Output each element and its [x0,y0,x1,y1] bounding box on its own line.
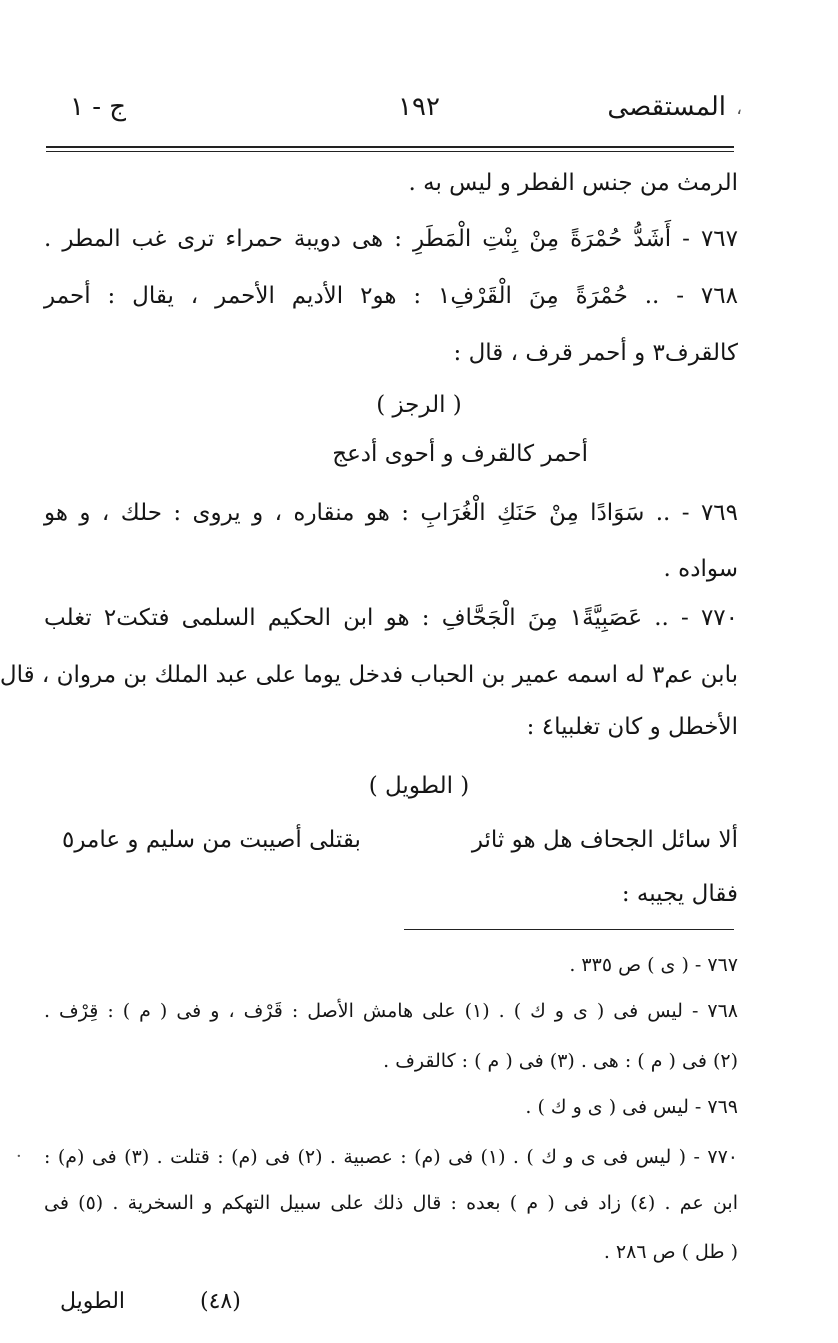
footnote: ٧٦٩ - ليس فى ( ى و ك ) . [525,1096,738,1118]
header-rule-bottom [46,151,734,152]
volume-label: ج - ١ [70,92,127,122]
entry-769: ٧٦٩ - .. سَوَادًا مِنْ حَنَكِ الْغُرَابِ : هو منقاره ، و يروى : حلك ، و هو [44,500,738,526]
running-title: المستقصى [607,92,726,122]
signature-label: الطويل [60,1289,126,1314]
text-line: كالقرف٣ و أحمر قرف ، قال : [453,340,738,366]
footnote: ٧٦٨ - ليس فى ( ى و ك ) . (١) على هامش الأصل : قَرْف ، و فى ( م ) : قِرْف . [44,1000,738,1022]
footnote: ( طل ) ص ٢٨٦ . [603,1241,738,1263]
meter-label: ( الرجز ) [376,392,462,418]
header-rule-top [46,146,734,148]
text-line: فقال يجيبه : [621,881,738,907]
entry-767: ٧٦٧ - أَشَدُّ حُمْرَةً مِنْ بِنْتِ الْمَطَرِ : هى دويبة حمراء ترى غب المطر . [44,226,738,252]
entry-770: ٧٧٠ - .. عَصَبِيَّةً١ مِنَ الْجَحَّافِ : هو ابن الحكيم السلمى فتكت٢ تغلب [44,605,739,631]
text-line: سواده . [663,556,738,582]
meter-label: ( الطويل ) [368,773,470,799]
text-line: بابن عم٣ له اسمه عمير بن الحباب فدخل يوما على عبد الملك بن مروان ، قال [0,662,738,688]
text-line: الأخطل و كان تغلبيا٤ : [526,714,738,740]
signature-mark: (٤٨) [200,1289,241,1314]
footnote-rule [404,929,734,930]
verse-line: أحمر كالقرف و أحوى أدعج [332,441,588,467]
footnote: ابن عم . (٤) زاد فى ( م ) بعده : قال ذلك على سبيل التهكم و السخرية . (٥) فى [44,1192,738,1214]
page-number: ١٩٢ [398,92,440,122]
footnote: ٧٦٧ - ( ى ) ص ٣٣٥ . [569,954,738,976]
footnote: (٢) فى ( م ) : هى . (٣) فى ( م ) : كالقرف . [383,1050,738,1072]
verse-hemistich-second: بقتلى أصيبت من سليم و عامر٥ [62,827,361,853]
scan-mark: · [16,1146,22,1167]
entry-768: ٧٦٨ - .. حُمْرَةً مِنَ الْقَرْفِ١ : هو٢ الأديم الأحمر ، يقال : أحمر [44,283,738,309]
text-line: الرمث من جنس الفطر و ليس به . [408,170,738,196]
scan-mark: ، [736,98,742,119]
footnote: ٧٧٠ - ( ليس فى ى و ك ) . (١) فى (م) : عصبية . (٢) فى (م) : قتلت . (٣) فى (م) : [44,1146,738,1168]
verse-hemistich-first: ألا سائل الجحاف هل هو ثائر [471,827,738,853]
